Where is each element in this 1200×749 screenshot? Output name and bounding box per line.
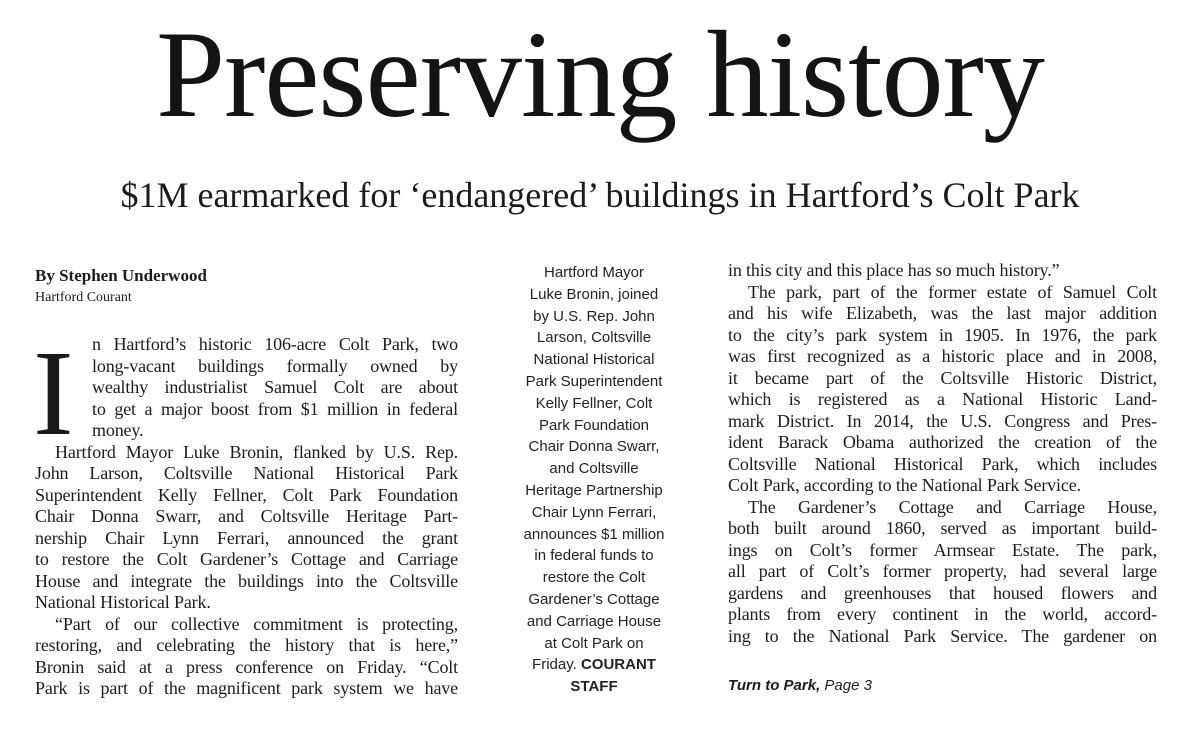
caption-line: Hartford Mayor: [543, 264, 645, 281]
byline-organization: Hartford Courant: [35, 290, 132, 305]
caption-line: Chair Lynn Ferrari,: [531, 503, 657, 521]
text-line: Bronin said at a press conference on Friday. “Colt: [35, 656, 458, 677]
byline: By Stephen Underwood: [35, 266, 207, 285]
text-line: Park is part of the magnificent park system we have: [35, 678, 458, 698]
caption-line: Kelly Fellner, Colt: [535, 394, 653, 412]
text-line: plants from every continent in the world, accord-: [728, 604, 1157, 624]
headline: Preserving history: [156, 6, 1044, 143]
caption-text: Friday.: [532, 656, 577, 674]
article-column-left: [33, 326, 458, 700]
caption-line: Larson, Coltsville: [536, 329, 652, 347]
caption-line: Chair Donna Swarr,: [528, 438, 660, 456]
text-line: National Historical Park.: [35, 592, 211, 612]
text-line: House and integrate the buildings into the Coltsville: [35, 570, 458, 591]
caption-line: Gardener’s Cottage: [528, 590, 660, 608]
text-line: money.: [92, 420, 144, 440]
article-column-right: [728, 260, 1157, 647]
caption-line: and Coltsville: [549, 460, 639, 478]
text-line: Colt Park, according to the National Park Service.: [728, 475, 1081, 495]
text-line: The park, part of the former estate of Samuel Colt: [748, 281, 1157, 302]
text-line: Coltsville National Historical Park, which includes: [728, 453, 1157, 474]
text-line: all part of Colt’s former property, had several large: [728, 561, 1157, 581]
text-line: “Part of our collective commitment is protecting,: [55, 613, 458, 634]
photo-credit: STAFF: [570, 678, 618, 696]
text-line: both built around 1860, served as important build-: [728, 518, 1157, 538]
caption-line: at Colt Park on: [544, 634, 644, 652]
text-line: to restore the Colt Gardener’s Cottage and Carriage: [35, 549, 458, 569]
text-line: and his wife Elizabeth, was the last major addition: [728, 303, 1157, 323]
text-line: to get a major boost from $1 million in federal: [92, 398, 458, 419]
jump-line[interactable]: [728, 677, 872, 694]
caption-line: restore the Colt: [542, 569, 646, 587]
caption-line: Park Superintendent: [525, 372, 663, 390]
caption-line: Luke Bronin, joined: [529, 285, 659, 303]
text-line: n Hartford’s historic 106-acre Colt Park, two: [92, 334, 458, 354]
caption-line: [478, 654, 710, 676]
caption-line: Park Foundation: [538, 416, 650, 434]
photo-credit: COURANT: [580, 656, 656, 674]
text-line: Superintendent Kelly Fellner, Colt Park Foundation: [35, 484, 458, 505]
text-line: ing to the National Park Service. The gardener on: [728, 625, 1157, 646]
subhead: $1M earmarked for ‘endangered’ buildings in Hartford’s Colt Park: [120, 175, 1080, 215]
text-line: John Larson, Coltsville National Historical Park: [35, 463, 458, 483]
text-line: which is registered as a National Historic Land-: [728, 389, 1157, 409]
photo-caption: [478, 262, 710, 698]
caption-line: National Historical: [533, 351, 655, 369]
text-line: Hartford Mayor Luke Bronin, flanked by U.S. Rep.: [55, 441, 458, 462]
text-line: wealthy industrialist Samuel Colt are about: [92, 377, 458, 397]
text-line: The Gardener’s Cottage and Carriage House,: [748, 496, 1157, 517]
text-line: ings on Colt’s former Armsear Estate. The park,: [728, 539, 1157, 560]
text-line: in this city and this place has so much history.”: [728, 260, 1060, 280]
jump-page: Page 3: [824, 677, 872, 694]
caption-line: in federal funds to: [534, 547, 654, 565]
text-line: to the city’s park system in 1905. In 1976, the park: [728, 324, 1157, 345]
jump-label: Turn to Park,: [728, 677, 821, 694]
caption-line: Heritage Partnership: [525, 481, 663, 499]
caption-line: announces $1 million: [523, 525, 665, 543]
text-line: gardens and greenhouses that housed flowers and: [728, 582, 1157, 603]
text-line: was first recognized as a historic place and in 2008,: [728, 346, 1157, 366]
text-line: ident Barack Obama authorized the creation of the: [728, 432, 1157, 452]
text-line: long-vacant buildings formally owned by: [92, 355, 458, 376]
text-line: it became part of the Coltsville Historic District,: [728, 367, 1157, 388]
drop-cap: I: [33, 326, 74, 461]
text-line: restoring, and celebrating the history that is here,”: [35, 635, 458, 655]
text-line: Chair Donna Swarr, and Coltsville Heritage Part-: [35, 506, 458, 526]
text-line: mark District. In 2014, the U.S. Congress and Pres-: [728, 410, 1157, 431]
text-line: nership Chair Lynn Ferrari, announced the grant: [35, 527, 458, 548]
caption-line: and Carriage House: [526, 612, 662, 630]
caption-line: by U.S. Rep. John: [533, 307, 655, 325]
